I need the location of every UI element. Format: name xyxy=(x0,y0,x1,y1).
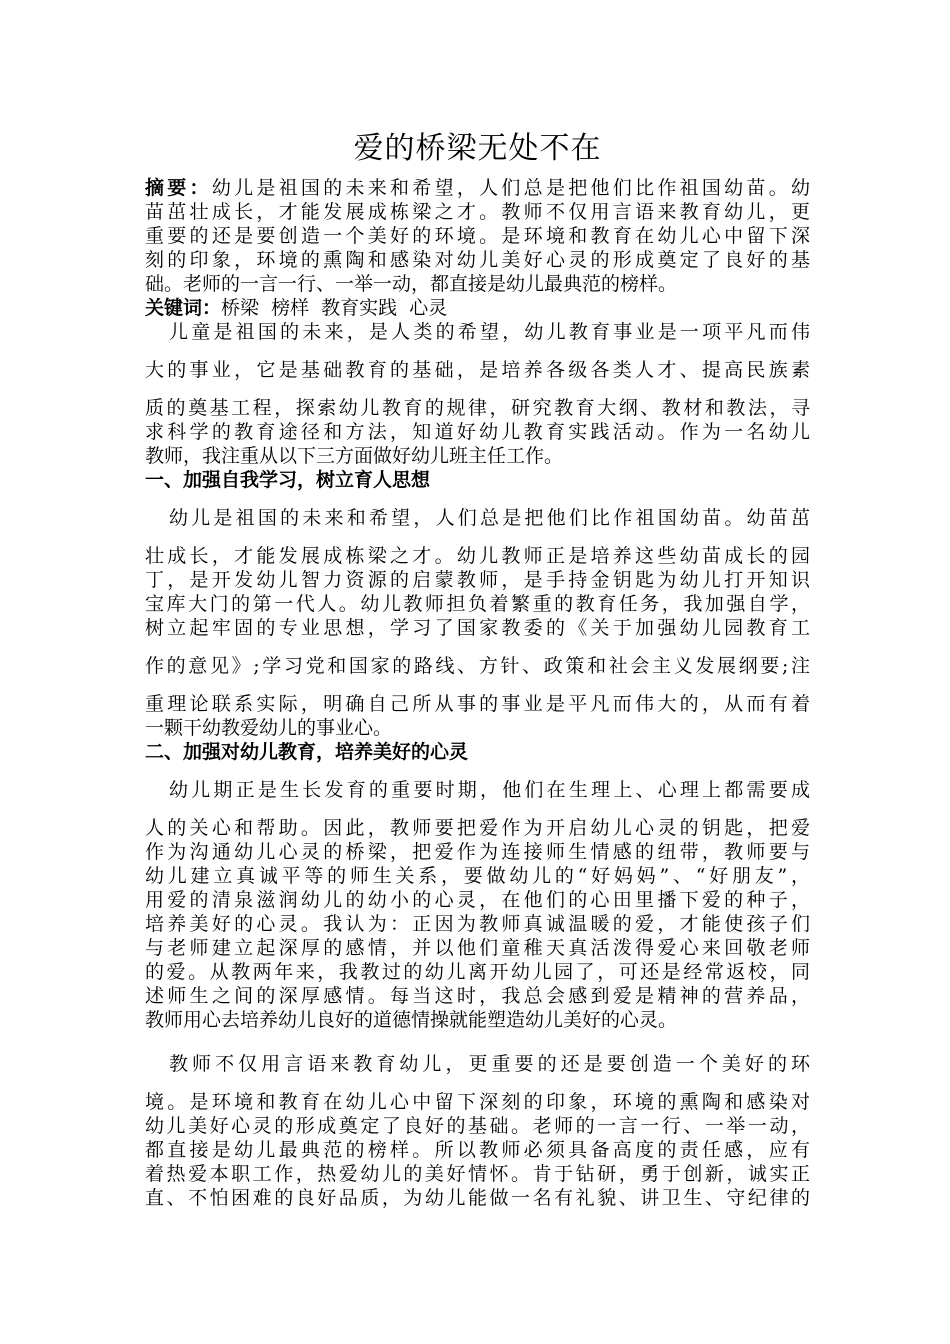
section-2-p2-line: 境。是环境和教育在幼儿心中留下深刻的印象，环境的熏陶和感染对 xyxy=(145,1091,810,1113)
keywords-line xyxy=(145,296,810,320)
section-1-line: 一颗干幼教爱幼儿的事业心。 xyxy=(145,717,393,739)
intro-line: 质的奠基工程，探索幼儿教育的规律，研究教育大纲、教材和教法，寻 xyxy=(145,397,810,419)
section-2-line: 与老师建立起深厚的感情，并以他们童稚天真活泼得爱心来回敬老师 xyxy=(145,937,810,959)
section-2-p2-line: 教师不仅用言语来教育幼儿，更重要的还是要创造一个美好的环 xyxy=(169,1053,810,1075)
section-1-paragraph xyxy=(145,506,810,740)
section-2-line: 作为沟通幼儿心灵的桥梁，把爱作为连接师生情感的纽带，教师要与 xyxy=(145,841,810,863)
section-2-line: 用爱的清泉滋润幼儿的幼小的心灵，在他们的心田里播下爱的种子， xyxy=(145,889,810,911)
section-2-paragraph xyxy=(145,778,810,1032)
section-2-line: 人的关心和帮助。因此，教师要把爱作为开启幼儿心灵的钥匙，把爱 xyxy=(145,817,810,839)
intro-line: 大的事业，它是基础教育的基础，是培养各级各类人才、提高民族素 xyxy=(145,359,810,381)
section-2-paragraph-2 xyxy=(145,1052,810,1210)
intro-line: 求科学的教育途径和方法，知道好幼儿教育实践活动。作为一名幼儿 xyxy=(145,421,810,443)
section-1-line: 树立起牢固的专业思想，学习了国家教委的《关于加强幼儿园教育工 xyxy=(145,617,810,639)
section-2-line: 的爱。从教两年来，我教过的幼儿离开幼儿园了，可还是经常返校，同 xyxy=(145,961,810,983)
section-2-line: 幼儿建立真诚平等的师生关系，要做幼儿的“好妈妈”、“好朋友”， xyxy=(145,865,810,887)
document-page xyxy=(145,128,810,1210)
document-title: 爱的桥梁无处不在 xyxy=(353,131,602,166)
section-2-p2-line: 幼儿美好心灵的形成奠定了良好的基础。老师的一言一行、一举一动， xyxy=(145,1115,810,1137)
section-2-line: 培养美好的心灵。我认为：正因为教师真诚温暖的爱，才能使孩子们 xyxy=(145,913,810,935)
abstract-line: 刻的印象，环境的熏陶和感染对幼儿美好心灵的形成奠定了良好的基 xyxy=(145,249,810,271)
intro-line: 儿童是祖国的未来，是人类的希望，幼儿教育事业是一项平凡而伟 xyxy=(169,321,810,343)
keywords-text: 桥梁 榜样 教育实践 心灵 xyxy=(221,297,448,319)
section-2-p2-line: 都直接是幼儿最典范的榜样。所以教师必须具备高度的责任感，应有 xyxy=(145,1139,810,1161)
section-1-line: 重理论联系实际，明确自己所从事的事业是平凡而伟大的，从而有着 xyxy=(145,693,810,715)
abstract-line: 摘要：幼儿是祖国的未来和希望，人们总是把他们比作祖国幼苗。幼 xyxy=(145,177,810,199)
section-1-line: 宝库大门的第一代人。幼儿教师担负着繁重的教育任务，我加强自学， xyxy=(145,593,810,615)
section-1-line: 作的意见》;学习党和国家的路线、方针、政策和社会主义发展纲要;注 xyxy=(145,655,810,677)
keywords-label: 关键词： xyxy=(145,297,222,319)
section-1-line: 幼儿是祖国的未来和希望，人们总是把他们比作祖国幼苗。幼苗茁 xyxy=(169,507,810,529)
abstract-line: 苗茁壮成长，才能发展成栋梁之才。教师不仅用言语来教育幼儿，更 xyxy=(145,201,810,223)
abstract-line: 础。老师的一言一行、一举一动，都直接是幼儿最典范的榜样。 xyxy=(145,273,678,295)
section-1-line: 丁，是开发幼儿智力资源的启蒙教师，是手持金钥匙为幼儿打开知识 xyxy=(145,569,810,591)
section-1-line: 壮成长，才能发展成栋梁之才。幼儿教师正是培养这些幼苗成长的园 xyxy=(145,545,810,567)
section-2-p2-line: 着热爱本职工作，热爱幼儿的美好情怀。肯于钻研，勇于创新，诚实正 xyxy=(145,1163,810,1185)
abstract-block xyxy=(145,176,810,296)
intro-line: 教师，我注重从以下三方面做好幼儿班主任工作。 xyxy=(145,445,564,467)
abstract-label: 摘要： xyxy=(145,177,212,199)
section-1-heading: 一、加强自我学习，树立育人思想 xyxy=(145,469,431,491)
section-2-line: 幼儿期正是生长发育的重要时期，他们在生理上、心理上都需要成 xyxy=(169,779,810,801)
abstract-line: 重要的还是要创造一个美好的环境。是环境和教育在幼儿心中留下深 xyxy=(145,225,810,247)
section-2-line: 述师生之间的深厚感情。每当这时，我总会感到爱是精神的营养品， xyxy=(145,985,810,1007)
intro-paragraph xyxy=(145,320,810,468)
section-2-line: 教师用心去培养幼儿良好的道德情操就能塑造幼儿美好的心灵。 xyxy=(145,1009,678,1031)
section-2-p2-line: 直、不怕困难的良好品质，为幼儿能做一名有礼貌、讲卫生、守纪律的 xyxy=(145,1187,810,1209)
section-2-heading: 二、加强对幼儿教育，培养美好的心灵 xyxy=(145,741,469,763)
